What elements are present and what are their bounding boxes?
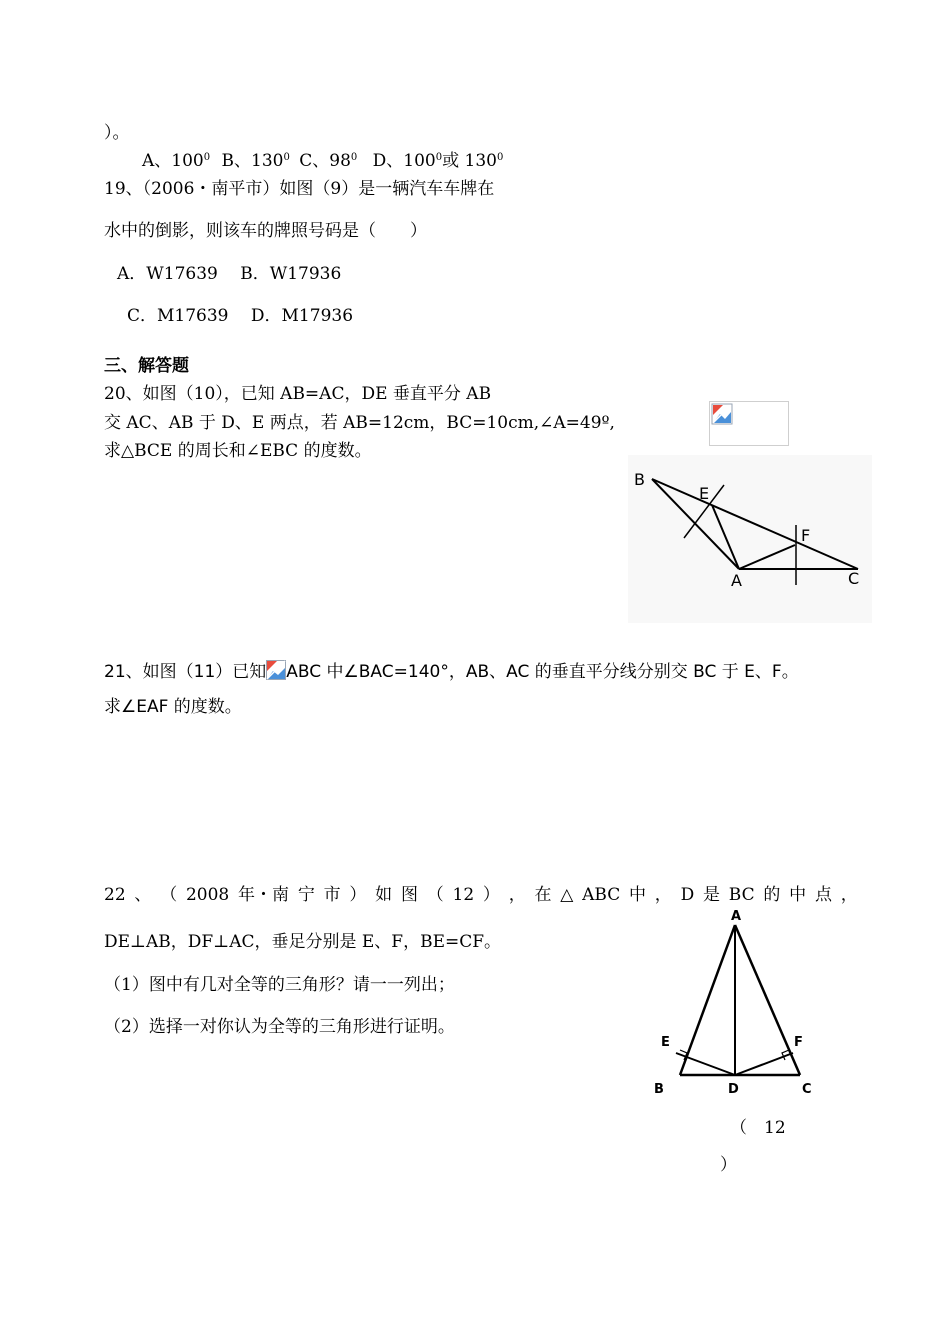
q19-options-row2: C．M17639 D．M17936 [127,306,354,326]
q19-options-row1: A．W17639 B．W17936 [117,264,342,284]
q20-line3: 求△BCE 的周长和∠EBC 的度数。 [104,441,372,461]
q18-option-a: A、$100^0$ [142,151,211,171]
broken-image-icon [711,403,733,425]
section-title: 三、解答题 [104,356,189,376]
q19-line2: 水中的倒影，则该车的牌照号码是（ ） [104,221,427,241]
q18-options [142,151,503,171]
label-b: B [634,470,645,489]
q22-caption-line1: （ 12 [730,1118,786,1138]
label-b: B [654,1082,664,1097]
q21-line1-pre: 21、如图（11）已知 [104,662,267,682]
q20-line2: 交 AC、AB 于 D、E 两点，若 AB=12cm，BC=10cm,∠A=49º, [104,413,615,433]
q21-line1 [104,660,799,682]
q22-figure [650,905,830,1100]
q21-line1-post: ABC 中∠BAC=140°，AB、AC 的垂直平分线分别交 BC 于 E、F。 [286,662,799,682]
broken-image-placeholder [709,401,789,446]
broken-image-icon [266,660,286,680]
q19-line1: 19、（2006・南平市）如图（9）是一辆汽车车牌在 [104,179,495,199]
label-f: F [794,1035,803,1050]
side-ac [735,925,800,1075]
q22-caption-line2: ） [720,1155,737,1175]
label-d: D [728,1082,739,1097]
q18-tail: ）。 [104,123,130,143]
label-e: E [699,484,710,503]
q18-option-d: D、$100^0$或 $130^0$ [372,151,504,171]
q22-sub1: （1）图中有几对全等的三角形？请一一列出； [104,975,455,995]
label-c: C [802,1082,812,1097]
label-c: C [848,569,860,588]
label-a: A [731,571,742,590]
label-e: E [661,1035,670,1050]
q20-figure [628,455,872,623]
q18-option-c: C、$98^0$ [299,151,358,171]
perp-df [735,1053,793,1075]
q22-line1: 22 、 （ 2008 年・南 宁 市 ） 如 图 （ 12 ） ， 在 △ ABC 中 ， D 是 BC 的 中 点 ， [104,885,858,905]
label-f: F [801,526,811,545]
q22-line2: DE⊥AB，DF⊥AC，垂足分别是 E、F，BE=CF。 [104,932,502,952]
q20-line1: 20、如图（10），已知 AB=AC，DE 垂直平分 AB [104,384,492,404]
label-a: A [731,909,742,924]
q18-option-b: B、$130^0$ [221,151,290,171]
side-ab [680,925,735,1075]
q21-line2: 求∠EAF 的度数。 [104,697,242,717]
q22-sub2: （2）选择一对你认为全等的三角形进行证明。 [104,1017,455,1037]
